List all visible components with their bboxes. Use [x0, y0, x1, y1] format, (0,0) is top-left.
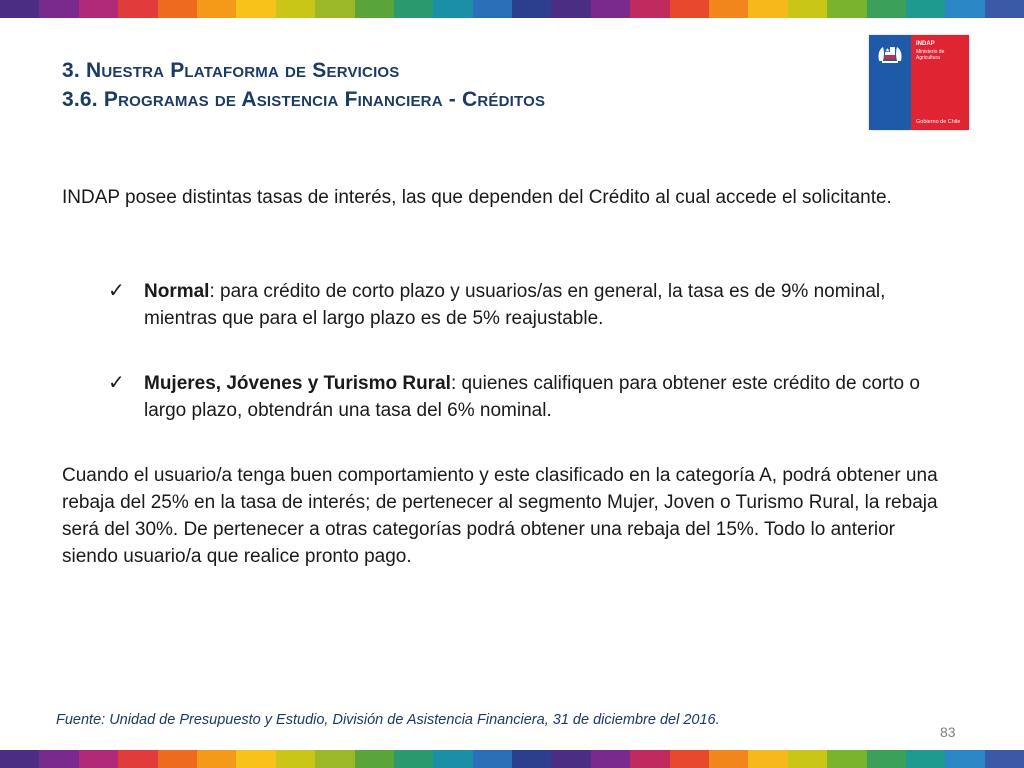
title-line-2: 3.6. Programas de Asistencia Financiera - Créditos — [62, 88, 546, 111]
stripe-segment — [670, 750, 709, 768]
stripe-segment — [709, 750, 748, 768]
top-color-stripe — [0, 0, 1024, 18]
stripe-segment — [985, 750, 1024, 768]
stripe-segment — [591, 750, 630, 768]
stripe-segment — [867, 0, 906, 18]
source-note: Fuente: Unidad de Presupuesto y Estudio, División de Asistencia Financiera, 31 de diciembre del 2016. — [56, 712, 720, 728]
bullet-mujeres-text — [144, 370, 958, 424]
stripe-segment — [197, 750, 236, 768]
logo-red-panel — [911, 35, 969, 130]
stripe-segment — [512, 0, 551, 18]
stripe-segment — [945, 750, 984, 768]
bullet-mujeres-label: Mujeres, Jóvenes y Turismo Rural — [144, 373, 451, 394]
stripe-segment — [945, 0, 984, 18]
stripe-segment — [433, 750, 472, 768]
stripe-segment — [315, 750, 354, 768]
bullet-normal-label: Normal — [144, 281, 210, 302]
stripe-segment — [39, 0, 78, 18]
title-line-1: 3. Nuestra Plataforma de Servicios — [62, 59, 400, 82]
logo-org-name: INDAP — [916, 41, 935, 47]
stripe-segment — [118, 750, 157, 768]
stripe-segment — [788, 750, 827, 768]
bullet-mujeres — [108, 370, 958, 424]
stripe-segment — [788, 0, 827, 18]
stripe-segment — [985, 0, 1024, 18]
slide-title — [62, 56, 545, 114]
stripe-segment — [197, 0, 236, 18]
stripe-segment — [276, 0, 315, 18]
stripe-segment — [394, 0, 433, 18]
stripe-segment — [748, 750, 787, 768]
stripe-segment — [748, 0, 787, 18]
bullet-normal-desc: : para crédito de corto plazo y usuarios/as en general, la tasa es de 9% nominal, mientras que para el largo plazo es de 5% reajustable. — [144, 281, 886, 329]
stripe-segment — [473, 0, 512, 18]
stripe-segment — [630, 750, 669, 768]
stripe-segment — [670, 0, 709, 18]
stripe-segment — [551, 0, 590, 18]
intro-paragraph: INDAP posee distintas tasas de interés, las que dependen del Crédito al cual accede el solicitante. — [62, 187, 892, 208]
stripe-segment — [79, 0, 118, 18]
stripe-segment — [0, 750, 39, 768]
stripe-segment — [591, 0, 630, 18]
stripe-segment — [512, 750, 551, 768]
stripe-segment — [355, 0, 394, 18]
stripe-segment — [551, 750, 590, 768]
bullet-normal-text — [144, 278, 958, 332]
stripe-segment — [906, 750, 945, 768]
stripe-segment — [473, 750, 512, 768]
stripe-segment — [158, 750, 197, 768]
stripe-segment — [158, 0, 197, 18]
logo-ministry: Ministerio de Agricultura — [916, 49, 945, 61]
page-number: 83 — [940, 724, 956, 740]
logo-government: Gobierno de Chile — [916, 119, 961, 125]
check-icon: ✓ — [108, 280, 125, 302]
bullet-mujeres-desc: : quienes califiquen para obtener este crédito de corto o largo plazo, obtendrán una tasa del 6% nominal. — [144, 373, 920, 421]
stripe-segment — [827, 0, 866, 18]
stripe-segment — [39, 750, 78, 768]
stripe-segment — [867, 750, 906, 768]
indap-logo — [869, 35, 969, 130]
stripe-segment — [394, 750, 433, 768]
stripe-segment — [0, 0, 39, 18]
bullet-normal — [108, 278, 958, 332]
stripe-segment — [236, 0, 275, 18]
stripe-segment — [276, 750, 315, 768]
stripe-segment — [827, 750, 866, 768]
stripe-segment — [630, 0, 669, 18]
stripe-segment — [79, 750, 118, 768]
stripe-segment — [355, 750, 394, 768]
bottom-color-stripe — [0, 750, 1024, 768]
stripe-segment — [709, 0, 748, 18]
chile-crest-icon — [873, 41, 907, 65]
stripe-segment — [236, 750, 275, 768]
stripe-segment — [118, 0, 157, 18]
stripe-segment — [315, 0, 354, 18]
check-icon: ✓ — [108, 372, 125, 394]
closing-paragraph: Cuando el usuario/a tenga buen comportamiento y este clasificado en la categoría A, podrá obtener una rebaja del 25% en la tasa de interés; de pertenecer al segmento Mujer, Joven o Turismo Rural, la rebaja será del 30%. De pertenecer a otras categorías podrá obtener una rebaja del 15%. Todo lo anterior siendo usuario/a que realice pronto pago. — [62, 465, 938, 567]
stripe-segment — [906, 0, 945, 18]
logo-blue-panel — [869, 35, 911, 130]
stripe-segment — [433, 0, 472, 18]
